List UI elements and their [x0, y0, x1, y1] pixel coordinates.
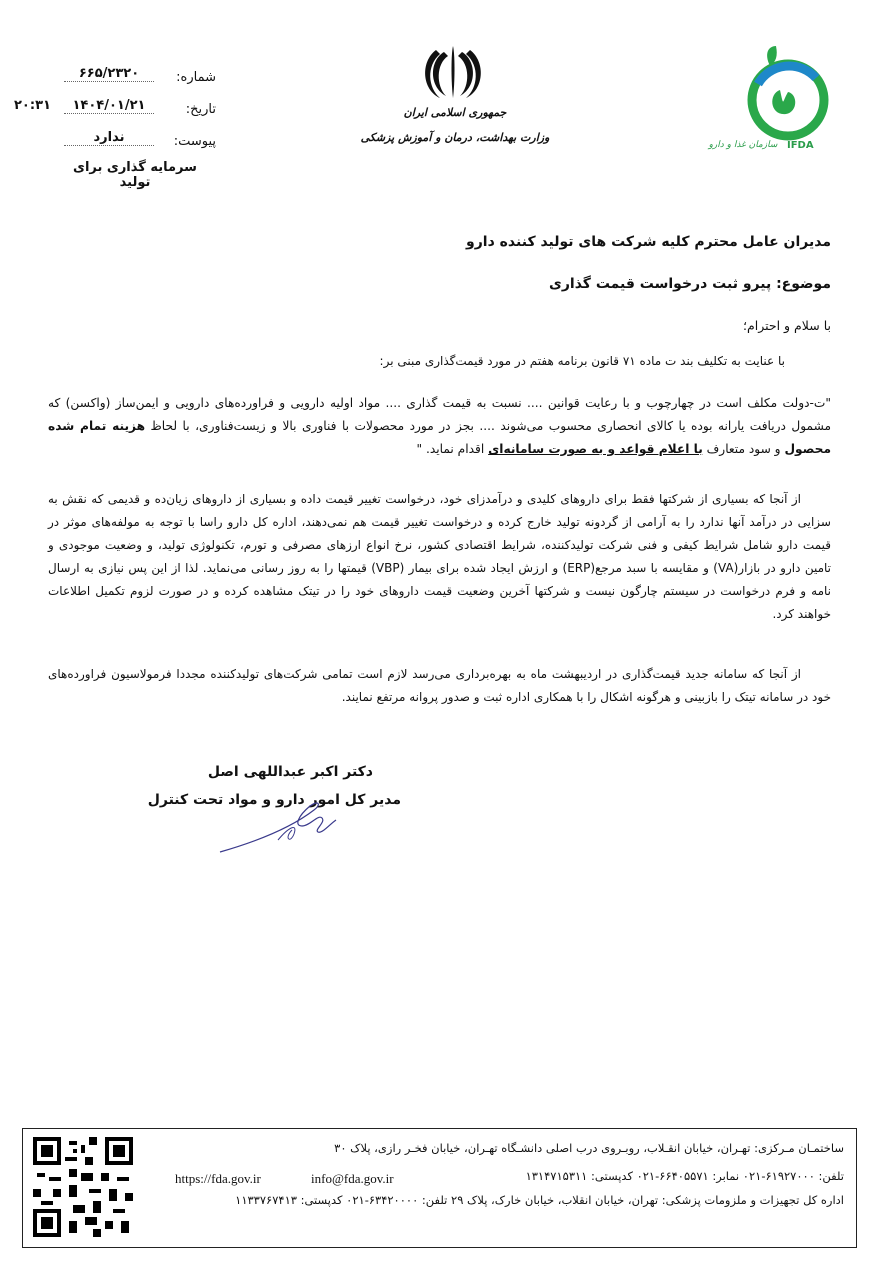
ifda-logo-icon — [738, 44, 832, 144]
letter-subject: موضوع: پیرو ثبت درخواست قیمت گذاری — [549, 276, 831, 292]
ifda-logo-text: سازمان غذا و دارو — [708, 140, 778, 150]
date-value: ۱۴۰۴/۰۱/۲۱ — [64, 98, 154, 114]
iran-emblem-icon — [418, 42, 488, 102]
ministry-name: وزارت بهداشت، درمان و آموزش پزشکی — [360, 131, 550, 144]
quote-text-3: اقدام نماید. " — [416, 442, 489, 456]
footer-address: ساختمـان مـرکزی: تهـران، خیابان انقـلاب، روبـروی درب اصلی دانشـگاه تهـران، خیابان فخـر رازی، پلاک ۳۰ — [334, 1141, 844, 1155]
paragraph-3: از آنجا که سامانه جدید قیمت‌گذاری در اردیبهشت ماه به بهره‌برداری می‌رسد لازم است تمامی شرکت‌های تولیدکننده مجددا فرمولاسیون فراورده‌های خود در سامانه تیتک را بازبینی و هرگونه اشکال را با همکاری اداره ثبت و صدور پروانه مرتفع نمایند. — [48, 667, 831, 704]
gov-name: جمهوری اسلامی ایران — [403, 106, 507, 119]
signatory-title: مدیر کل امور دارو و مواد تحت کنترل — [147, 792, 401, 808]
number-label: شماره: — [176, 70, 216, 85]
ifda-abbr: IFDA — [787, 140, 814, 151]
salutation: با سلام و احترام؛ — [743, 318, 831, 333]
footer-website[interactable]: https://fda.gov.ir — [175, 1171, 261, 1186]
quote-text-1: "ت-دولت مکلف است در چهارچوب و با رعایت قوانین .... نسبت به قیمت گذاری .... مواد اولیه دارویی و فراورده‌های دارویی و ایمن‌ساز (واکسن) که مشمول دریافت یارانه بوده یا کالای انحصاری محسوب می‌شوند .... بجز در مورد محصولات با فناوری بالا و زیست‌فناوری، با لحاظ — [48, 396, 832, 433]
header-note: سرمایه گذاری برای تولید — [73, 160, 197, 190]
paragraph-2: از آنجا که بسیاری از شرکتها فقط برای داروهای کلیدی و درآمدزای خود، درخواست تغییر قیمت داده و بسیاری از داروهای زیان‌ده و قدیمی که نقش به سزایی در درآمد آنها ندارد را به آرامی از گردونه تولید خارج کرده و درخواست تغییر قیمت هم نمی‌دهند، اداره کل دارو راسا با توجه به مولفه‌های موثر در قیمت دارو شامل شرایط کیفی و فنی شرکت تولیدکننده، شرایط اقتصادی کشور، نرخ انواع ارزهای مصرفی و تورم، تکنولوژی تولید، و وضعیت موجودی و تامین دارو در بازار(VA) و مقایسه با سبد مرجع(ERP) و ارزش ایجاد شده برای بیمار (VBP) قیمتها را به روز رسانی می‌نماید. لذا از این پس نیازی به ارسال نامه و فرم درخواست در سیستم چارگون نیست و شرکتها آخرین وضعیت قیمت داروهای خود را در تیتک مشاهده کرده و در صورت لزوم تکمیل اطلاعات خواهند کرد. — [48, 492, 832, 621]
footer-phones: تلفن: ۶۱۹۲۷۰۰۰-۰۲۱ نمابر: ۶۶۴۰۵۵۷۱-۰۲۱ کدپستی: ۱۳۱۴۷۱۵۳۱۱ — [525, 1169, 844, 1183]
signatory-name: دکتر اکبر عبداللهی اصل — [207, 764, 373, 780]
quote-bold-1: هزینه تمام شده محصول — [48, 419, 831, 456]
qr-code-icon — [33, 1137, 133, 1237]
letter-footer — [22, 1128, 857, 1248]
date-label: تاریخ: — [185, 102, 216, 117]
recipient: مدیران عامل محترم کلیه شرکت های تولید کننده دارو — [466, 234, 831, 250]
attachment-value: ندارد — [64, 130, 154, 146]
footer-email[interactable]: info@fda.gov.ir — [311, 1171, 394, 1186]
law-quote — [48, 392, 831, 461]
footer-office: اداره کل تجهیزات و ملزومات پزشکی: تهران، خیابان انقلاب، خیابان خارک، پلاک ۲۹ تلفن: ۶۳۴۲۰۰۰۰-۰۲۱ کدپستی: ۱۱۳۳۷۶۷۴۱۳ — [235, 1193, 844, 1207]
time-value: ۲۰:۳۱ — [14, 98, 51, 113]
quote-bold-2: با اعلام قواعد و به صورت سامانه‌ای — [488, 442, 703, 456]
handwritten-signature-icon — [218, 800, 338, 855]
number-value: ۶۶۵/۲۳۲۰ — [64, 66, 154, 82]
quote-text-2: و سود متعارف — [702, 442, 785, 456]
attachment-label: پیوست: — [173, 134, 216, 149]
intro-paragraph: با عنایت به تکلیف بند ت ماده ۷۱ قانون برنامه هفتم در مورد قیمت‌گذاری مبنی بر: — [379, 354, 785, 368]
